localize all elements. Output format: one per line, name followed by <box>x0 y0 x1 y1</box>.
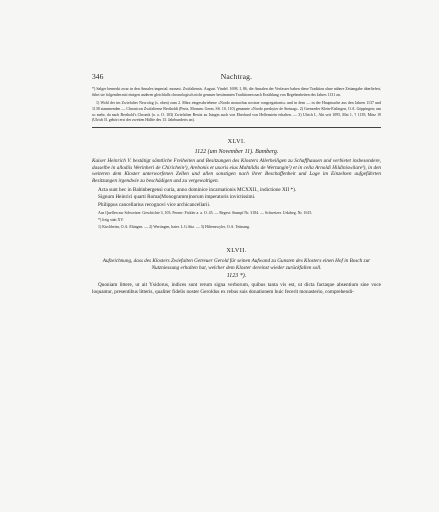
section-number: XLVI. <box>227 138 246 146</box>
running-title: Nachtrag. <box>220 72 253 81</box>
footnote-star: *) Salger bemerkt zwar in den Annales imperial. monast. Zwifaltensis. August. Vindel. 1698, I, 86, die Annalen der Verfasser haben diese Tradition ohne nähere Zeitangabe überliefert, führt sie folgenden mit einigen anderen gleichfalls chronologisch nicht genauer bestimmten Traditionen nach Erzählung von Begebenheiten des Jahres 1131 an. <box>92 87 381 97</box>
section-xlvi <box>92 138 381 230</box>
footnote-numbered: 1) Wohl der im Zwiefalter Necrolog (s. oben) zum 2. März eingeschriebene «Nordo monachus nostrae congregationis» und in dem — in der Hauptsache aus den Jahren 1137 und 1138 stammenden — Chronicon Zwifaltense Bertholdi (Pertz, Monum. Germ. SS. 10, 110) genannte «Nordo presbyter de Steinag». 2) Grenzeder Klein-Eislingen, O.A. Göppingen; um so mehr, da nach Berthold's Chronik (a. a. O. 103) Zwiefalten Besitz zu Isingin auch von Eberhard von Hellenstein erhalten. — 3) Ulrich I., Abt seit 1095, Mai 1, † 1139, März 19 (Ulrich II. gehört erst der zweiten Hälfte des 13. Jahrhunderts an). <box>92 101 381 123</box>
recognition-line: Philippus cancellarius recognovi vice archicancellarii. <box>98 201 211 208</box>
section-date: 1123 *). <box>226 273 247 280</box>
source-note: Aus Quellen zur Schweizer. Geschichte 3, 103. Ferner: Fickler a. a. O. 45. — Regest: Stumpf Nr. 3184. — Schweizer. Urkdreg. Nr. 1615. <box>98 211 313 216</box>
section-divider <box>92 127 381 128</box>
spacer <box>92 231 381 247</box>
body-text: Quoniam littere, ut ait Ysidorus, indices sunt rerum signa verborum, quibus tanta vis est, ut dicta factaque absentium sine voce loquantur, presentibus litteris, qualiter fidelis noster Geroldus ex rebus suis donationem huic fecerit monasterio, comprehendi- <box>92 282 381 295</box>
section-regest: Kaiser Heinrich V. bestätigt sämtliche Freiheiten und Besitzungen des Klosters Allerheiligen zu Schaffhausen und verbietet insbesondere, dasselbe in allodiis Werinheri de Chirichein¹), Arebonis et uxoris eius Mahtildis de Wertungin²) et in cella Arnoldi Hildiniswilare³), in den weiteren dem Kloster unterworfenen Zellen und allen sonstigen nach ihrer Beschaffenheit und Lage im Einzelnen aufgeführten Besitzungen irgendwie zu beschädigen und zu vergewaltigen. <box>92 158 381 185</box>
page-header <box>92 72 381 81</box>
footnote-numbered: 1) Kirchheim, O.A. Ehingen. — 2) Wertingen, baier. L.G.Sitz. — 3) Hiltenswyler, O.A. Tettnang. <box>98 224 250 229</box>
acta-line: Acta sunt hec in Babinbergensi curia, anno dominice incarnationis MCXXII., indictione XII *). <box>98 186 297 193</box>
section-date: 1122 (um November 11). Bamberg. <box>194 149 279 156</box>
section-number: XLVII. <box>226 247 247 255</box>
footnote-star: *) Irrig statt XV. <box>98 218 124 223</box>
page-number: 346 <box>92 72 104 81</box>
signum-line: Signum Heinrici quarti Roma(Monogramm)norum imperatoris invictissimi. <box>98 194 256 201</box>
section-regest: Aufzeichnung, dass des Klosters Zwiefalten Getreuer Gerold für seinen Aufwand zu Gunsten des Klosters einen Hof in Bosch zur Nutzniessung erhalten hat, welcher dem Kloster dereinst wieder zurückfallen soll. <box>102 258 371 271</box>
section-xlvii <box>92 247 381 295</box>
